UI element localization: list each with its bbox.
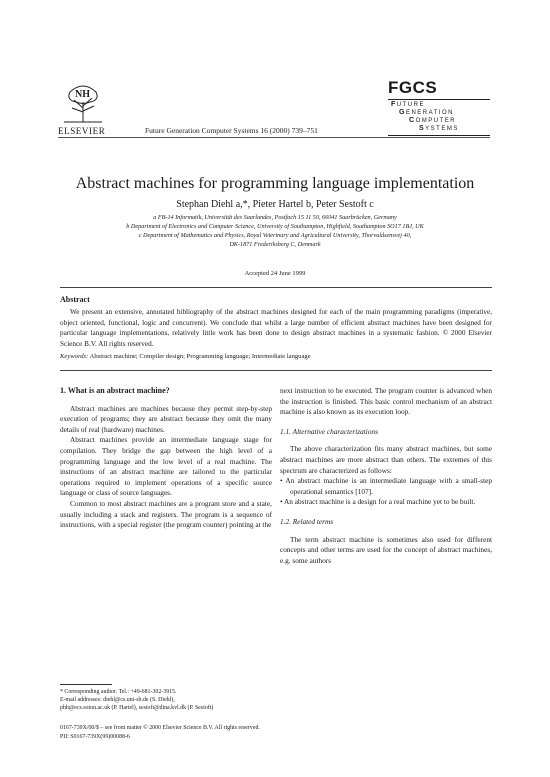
fgcs-word-2: GENERATION	[399, 109, 455, 116]
abstract-heading: Abstract	[60, 295, 90, 304]
journal-abbrev: FGCS	[388, 78, 438, 97]
paragraph-1: Abstract machines are machines because they permit step-by-step execution of programs; they are abstract because they omit the many details of real (hardware) machines.	[60, 403, 272, 434]
fgcs-rule-top	[388, 99, 490, 100]
keywords	[60, 353, 311, 360]
fgcs-rule-bottom	[388, 135, 490, 136]
header-divider	[58, 137, 490, 138]
abstract-rule-top	[60, 287, 492, 288]
abstract-rule-bottom	[60, 370, 492, 371]
bullet-2: • An abstract machine is a design for a real machine yet to be built.	[280, 497, 476, 507]
accepted-date: Accepted 24 June 1999	[244, 270, 306, 277]
body-right-column	[280, 386, 492, 566]
fgcs-word-3: COMPUTER	[409, 117, 457, 124]
affiliation-c: c Department of Mathematics and Physics, Royal Veterinary and Agricultural University, Thorvaldsensvej 40,	[138, 232, 412, 239]
paper-authors: Stephan Diehl a,*, Pieter Hartel b, Peter Sestoft c	[176, 199, 374, 210]
footnote	[60, 688, 276, 713]
publisher-tree-logo	[60, 78, 106, 124]
fgcs-word-4: SYSTEMS	[419, 125, 459, 132]
section-1-heading: 1. What is an abstract machine?	[60, 386, 170, 395]
paragraph-2: Abstract machines provide an intermediate language stage for compilation. They bridge the gap between the high level of a programming language and the low level of a real machine. The instructions of an abstract machine are tailored to the particular operations required to implement operations of a specific source language or class of source languages.	[60, 435, 272, 498]
footnote-emails-1: E-mail addresses: diehl@cs.uni-sb.de (S. Diehl),	[60, 697, 175, 704]
paragraph-3: Common to most abstract machines are a program store and a state, usually including a stack and registers. The program is a sequence of instructions, with a special register (the program counter) pointing at the	[60, 498, 272, 530]
affiliation-c-cont: DK-1871 Frederiksberg C, Denmark	[229, 241, 321, 248]
footnote-corresponding: * Corresponding author. Tel.: +49-681-302-3915.	[60, 689, 177, 695]
bottom-info	[60, 724, 260, 742]
footnote-emails-2: phh@ecs.soton.ac.uk (P. Hartel), sestoft@dina.kvl.dk (P. Sestoft)	[60, 705, 214, 712]
publisher-name: ELSEVIER	[58, 126, 106, 136]
bullet-1: • An abstract machine is an intermediate language with a small-step operational semantics [107].	[280, 476, 492, 496]
logo-nh-text: NH	[75, 89, 90, 100]
subsection-1-1-heading: 1.1. Alternative characterizations	[280, 426, 378, 436]
copyright-line: 0167-739X/00/$ – see front matter © 2000 Elsevier Science B.V. All rights reserved.	[60, 725, 260, 731]
abstract-text: We present an extensive, annotated bibliography of the abstract machines designed for each of the main programming paradigms (imperative, object oriented, functional, logic and concurrent). We conclude that whilst a large number of efficient abstract machines have been designed for particular language implementations, relatively little work has been done to design abstract machines in a systematic fashion. © 2000 Elsevier Science B.V. All rights reserved.	[60, 308, 492, 348]
paragraph-6: The term abstract machine is sometimes also used for different concepts and other terms are used for the concept of abstract machines, e.g. some authors	[280, 534, 492, 565]
body-left-column	[60, 386, 272, 531]
affiliation-a: a FB-14 Informatik, Universität des Saarlandes, Postfach 15 11 50, 66041 Saarbrücken, Germany	[153, 214, 397, 221]
keywords-label: Keywords:	[60, 353, 89, 360]
keywords-list: Abstract machine; Compiler design; Programming language; Intermediate language	[88, 353, 311, 360]
affiliation-b: b Department of Electronics and Computer Science, University of Southampton, Highfield, Southampton SO17 1BJ, UK	[126, 223, 424, 230]
footnote-rule	[60, 684, 112, 685]
paper-title: Abstract machines for programming language implementation	[75, 175, 475, 192]
subsection-1-2-heading: 1.2. Related terms	[280, 516, 334, 526]
paragraph-4: next instruction to be executed. The program counter is advanced when the instruction is finished. This basic control mechanism of an abstract machine is also known as its execution loop.	[280, 386, 492, 417]
journal-citation: Future Generation Computer Systems 16 (2000) 739–751	[145, 126, 318, 135]
fgcs-word-1: FUTURE	[391, 101, 425, 108]
pii-line: PII: S0167-739X(99)00088-6	[60, 734, 130, 740]
paragraph-5: The above characterization fits many abstract machines, but some abstract machines are more abstract than others. The extremes of this spectrum are characterized as follows:	[280, 444, 492, 475]
